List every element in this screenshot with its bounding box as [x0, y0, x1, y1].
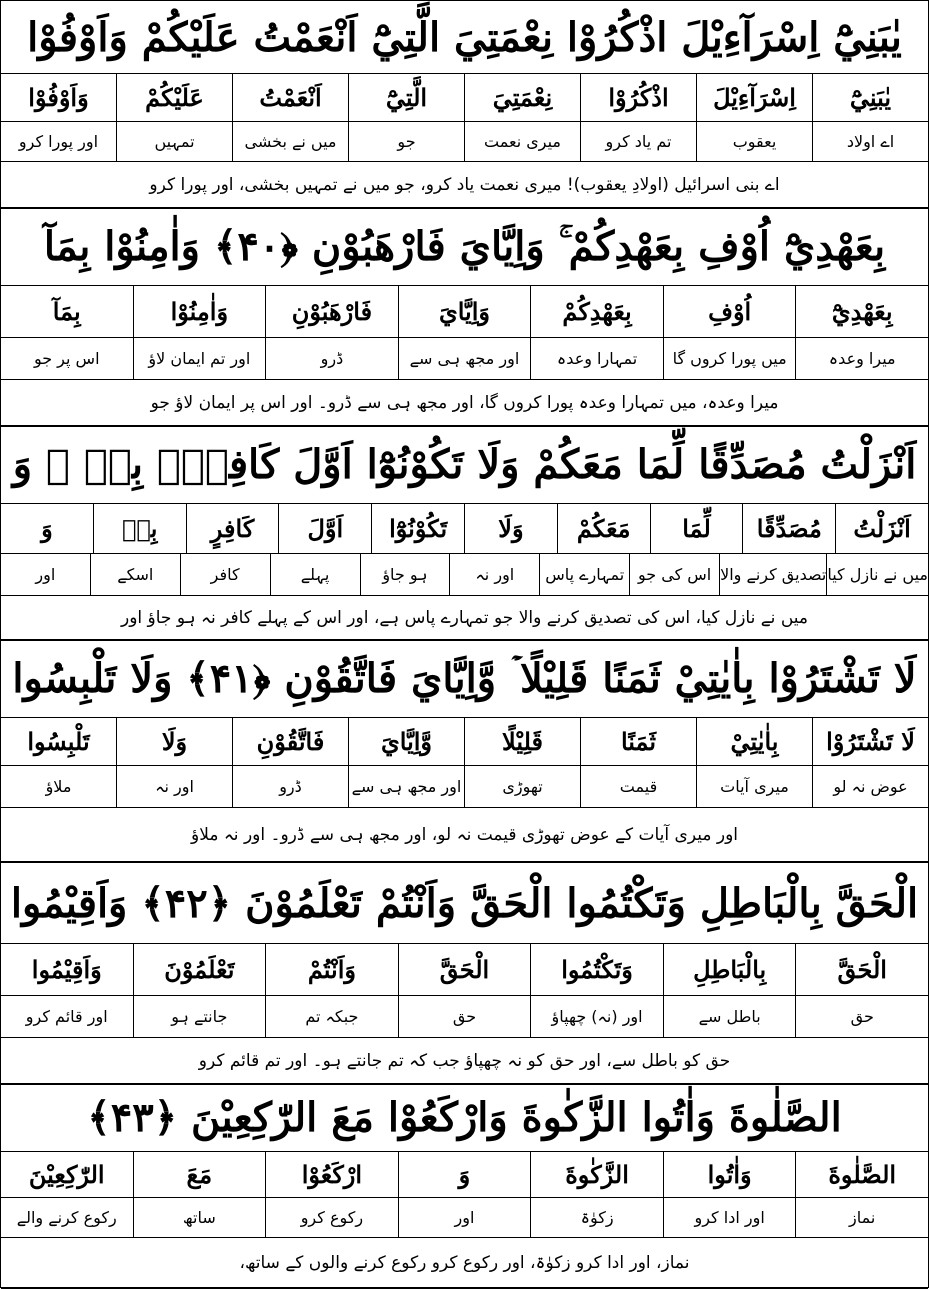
urdu-meaning-cell: تمہارا وعدہ	[530, 337, 663, 379]
arabic-word-cell: وَاِيَّايَ	[398, 285, 531, 337]
arabic-word-cell: وَّاِيَّايَ	[348, 717, 464, 765]
urdu-meaning-cell: باطل سے	[663, 995, 796, 1037]
urdu-meaning-cell: اور مجھ ہی سے	[398, 337, 531, 379]
arabic-word-cell: الَّتِيْٓ	[348, 73, 464, 121]
arabic-word-cell: تَلْبِسُوا	[27, 726, 90, 756]
arabic-word-cell: بِالْبَاطِلِ	[663, 943, 796, 995]
word-row	[1, 285, 928, 338]
urdu-meaning-cell: اور نہ	[116, 765, 232, 807]
urdu-meaning-cell: جو	[348, 121, 464, 161]
urdu-meaning-cell: ساتھ	[133, 1197, 266, 1237]
arabic-word-cell: قَلِيْلًا	[464, 717, 580, 765]
meaning-row	[1, 995, 928, 1038]
word-row	[1, 1151, 928, 1198]
urdu-translation-line: حق کو باطل سے، اور حق کو نہ چھپاؤ جب کہ تم جانتے ہو۔ اور تم قائم کرو	[1, 1037, 928, 1085]
urdu-meaning-cell: اور پورا کرو	[18, 131, 99, 151]
arabic-verse-line: الصَّلٰوةَ وَاٰتُوا الزَّكٰوةَ وَارْكَعُوْا مَعَ الرّٰكِعِيْنَ ﴿۴۳﴾	[1, 1083, 928, 1152]
urdu-meaning-cell: تصدیق کرنے والا	[719, 553, 826, 595]
meaning-row	[1, 553, 928, 596]
urdu-meaning-cell: اور نہ	[449, 553, 539, 595]
arabic-word-cell: وَ	[398, 1151, 531, 1197]
arabic-word-cell: الرّٰكِعِيْنَ	[28, 1159, 105, 1189]
verse-section	[1, 863, 928, 1083]
arabic-word-cell: عَلَيْكُمْ	[116, 73, 232, 121]
urdu-meaning-cell: نماز	[795, 1197, 928, 1237]
arabic-word-cell: الْحَقَّ	[398, 943, 531, 995]
urdu-meaning-cell: میں نے بخشی	[232, 121, 348, 161]
urdu-meaning-cell: تم یاد کرو	[580, 121, 696, 161]
arabic-word-cell: يٰبَنِيْٓ	[812, 73, 928, 121]
arabic-word-cell: فَاتَّقُوْنِ	[232, 717, 348, 765]
arabic-word-cell: الصَّلٰوةَ	[795, 1151, 928, 1197]
arabic-word-cell: كَافِرٍ	[186, 503, 279, 553]
arabic-word-cell: وَلَا	[116, 717, 232, 765]
meaning-row	[1, 337, 928, 380]
arabic-word-cell: نِعْمَتِيَ	[464, 73, 580, 121]
urdu-translation-line: نماز، اور ادا کرو زکوٰۃ، اور رکوع کرو رکوع کرنے والوں کے ساتھ،	[1, 1237, 928, 1289]
arabic-word-cell: بِاٰيٰتِيْ	[696, 717, 812, 765]
arabic-word-cell: فَارْهَبُوْنِ	[265, 285, 398, 337]
arabic-word-cell: لَا تَشْتَرُوْا	[812, 717, 928, 765]
urdu-meaning-cell: ڈرو	[232, 765, 348, 807]
verse-section	[1, 1083, 928, 1287]
arabic-word-cell: الْحَقَّ	[795, 943, 928, 995]
arabic-word-cell: وَاَقِيْمُوا	[31, 954, 102, 984]
arabic-word-cell: وَاَنْتُمْ	[265, 943, 398, 995]
arabic-word-cell: اِسْرَآءِيْلَ	[696, 73, 812, 121]
arabic-word-cell: مَعَ	[133, 1151, 266, 1197]
arabic-verse-line: بِعَهْدِيْٓ اُوْفِ بِعَهْدِكُمْ ۚ وَاِيَّايَ فَارْهَبُوْنِ ﴿۴۰﴾ وَاٰمِنُوْا بِمَآ	[1, 207, 928, 286]
urdu-meaning-cell: میری آیات	[696, 765, 812, 807]
arabic-word-cell: ثَمَنًا	[580, 717, 696, 765]
urdu-meaning-cell: اور تم ایمان لاؤ	[133, 337, 266, 379]
urdu-translation-line: میرا وعدہ، میں تمہارا وعدہ پورا کروں گا، اور مجھ ہی سے ڈرو۔ اور اس پر ایمان لاؤ جو	[1, 379, 928, 427]
urdu-meaning-cell: تھوڑی	[464, 765, 580, 807]
arabic-verse-line: الْحَقَّ بِالْبَاطِلِ وَتَكْتُمُوا الْحَقَّ وَاَنْتُمْ تَعْلَمُوْنَ ﴿۴۲﴾ وَاَقِيْمُوا	[1, 863, 928, 944]
word-row	[1, 503, 928, 554]
urdu-translation-line: میں نے نازل کیا، اس کی تصدیق کرنے والا جو تمہارے پاس ہے، اور اس کے پہلے کافر نہ ہو جاؤ اور	[1, 595, 928, 641]
urdu-meaning-cell: اور قائم کرو	[25, 1006, 108, 1026]
urdu-translation-line: اے بنی اسرائیل (اولادِ یعقوب)! میری نعمت یاد کرو، جو میں نے تمہیں بخشی، اور پورا کرو	[1, 161, 928, 209]
arabic-word-cell: وَ	[41, 513, 53, 543]
arabic-word-cell: اَنْزَلْتُ	[835, 503, 928, 553]
verse-section	[1, 639, 928, 861]
urdu-meaning-cell: رکوع کرنے والے	[16, 1207, 117, 1227]
arabic-word-cell: وَلَا	[464, 503, 557, 553]
urdu-meaning-cell: حق	[795, 995, 928, 1037]
urdu-meaning-cell: میں پورا کروں گا	[663, 337, 796, 379]
urdu-meaning-cell: اور ادا کرو	[663, 1197, 796, 1237]
urdu-meaning-cell: اور مجھ ہی سے	[348, 765, 464, 807]
arabic-word-cell: اَوَّلَ	[278, 503, 371, 553]
meaning-row	[1, 765, 928, 808]
meaning-row	[1, 1197, 928, 1238]
urdu-meaning-cell: اے اولاد	[812, 121, 928, 161]
urdu-meaning-cell: جانتے ہو	[133, 995, 266, 1037]
arabic-word-cell: اَنْعَمْتُ	[232, 73, 348, 121]
urdu-translation-line: اور میری آیات کے عوض تھوڑی قیمت نہ لو، اور مجھ ہی سے ڈرو۔ اور نہ ملاؤ	[1, 807, 928, 863]
urdu-meaning-cell: یعقوب	[696, 121, 812, 161]
verse-section	[1, 207, 928, 425]
urdu-meaning-cell: اس پر جو	[33, 348, 100, 368]
arabic-word-cell: تَكُوْنُوْٓا	[371, 503, 464, 553]
urdu-meaning-cell: پہلے	[270, 553, 360, 595]
arabic-word-cell: وَاَوْفُوْا	[28, 82, 89, 112]
urdu-meaning-cell: ہو جاؤ	[360, 553, 450, 595]
urdu-meaning-cell: ملاؤ	[45, 776, 72, 796]
urdu-meaning-cell: اسکے	[90, 553, 180, 595]
arabic-verse-line: اَنْزَلْتُ مُصَدِّقًا لِّمَا مَعَكُمْ وَلَا تَكُوْنُوْٓا اَوَّلَ كَافِرٍۢ بِهٖ ۠ وَ	[1, 425, 928, 504]
arabic-word-cell: ارْكَعُوْا	[265, 1151, 398, 1197]
word-row	[1, 717, 928, 766]
arabic-word-cell: وَتَكْتُمُوا	[530, 943, 663, 995]
urdu-meaning-cell: میری نعمت	[464, 121, 580, 161]
urdu-meaning-cell: اور	[398, 1197, 531, 1237]
arabic-word-cell: مُصَدِّقًا	[742, 503, 835, 553]
urdu-meaning-cell: اس کی جو	[629, 553, 719, 595]
arabic-word-cell: بِعَهْدِيْٓ	[795, 285, 928, 337]
arabic-word-cell: اُوْفِ	[663, 285, 796, 337]
arabic-word-cell: لِّمَا	[650, 503, 743, 553]
urdu-meaning-cell: عوض نہ لو	[812, 765, 928, 807]
arabic-word-cell: وَاٰمِنُوْا	[133, 285, 266, 337]
arabic-word-cell: بِعَهْدِكُمْ	[530, 285, 663, 337]
urdu-meaning-cell: زکوٰۃ	[530, 1197, 663, 1237]
verse-section	[1, 425, 928, 639]
arabic-word-cell: اذْكُرُوْا	[580, 73, 696, 121]
urdu-meaning-cell: ڈرو	[265, 337, 398, 379]
urdu-meaning-cell: تمہیں	[116, 121, 232, 161]
urdu-meaning-cell: جبکہ تم	[265, 995, 398, 1037]
urdu-meaning-cell: میرا وعدہ	[795, 337, 928, 379]
arabic-word-cell: بِمَآ	[52, 296, 81, 326]
urdu-meaning-cell: قیمت	[580, 765, 696, 807]
arabic-word-cell: تَعْلَمُوْنَ	[133, 943, 266, 995]
meaning-row	[1, 121, 928, 162]
urdu-meaning-cell: اور	[35, 564, 56, 584]
urdu-meaning-cell: کافر	[180, 553, 270, 595]
arabic-word-cell: بِهٖ	[93, 503, 186, 553]
urdu-meaning-cell: اور (نہ) چھپاؤ	[530, 995, 663, 1037]
urdu-meaning-cell: حق	[398, 995, 531, 1037]
verse-section	[1, 1, 928, 207]
arabic-verse-line: يٰبَنِيْٓ اِسْرَآءِيْلَ اذْكُرُوْا نِعْمَتِيَ الَّتِيْٓ اَنْعَمْتُ عَلَيْكُمْ وَاَوْفُوْا	[1, 1, 928, 74]
arabic-verse-line: لَا تَشْتَرُوْا بِاٰيٰتِيْ ثَمَنًا قَلِيْلًا ۡ وَّاِيَّايَ فَاتَّقُوْنِ ﴿۴۱﴾ وَلَا تَلْبِسُوا	[1, 639, 928, 718]
urdu-meaning-cell: رکوع کرو	[265, 1197, 398, 1237]
arabic-word-cell: الزَّكٰوةَ	[530, 1151, 663, 1197]
word-row	[1, 73, 928, 122]
arabic-word-cell: مَعَكُمْ	[557, 503, 650, 553]
arabic-word-cell: وَاٰتُوا	[663, 1151, 796, 1197]
word-row	[1, 943, 928, 996]
urdu-meaning-cell: میں نے نازل کیا	[826, 553, 928, 595]
urdu-meaning-cell: تمہارے پاس	[539, 553, 629, 595]
